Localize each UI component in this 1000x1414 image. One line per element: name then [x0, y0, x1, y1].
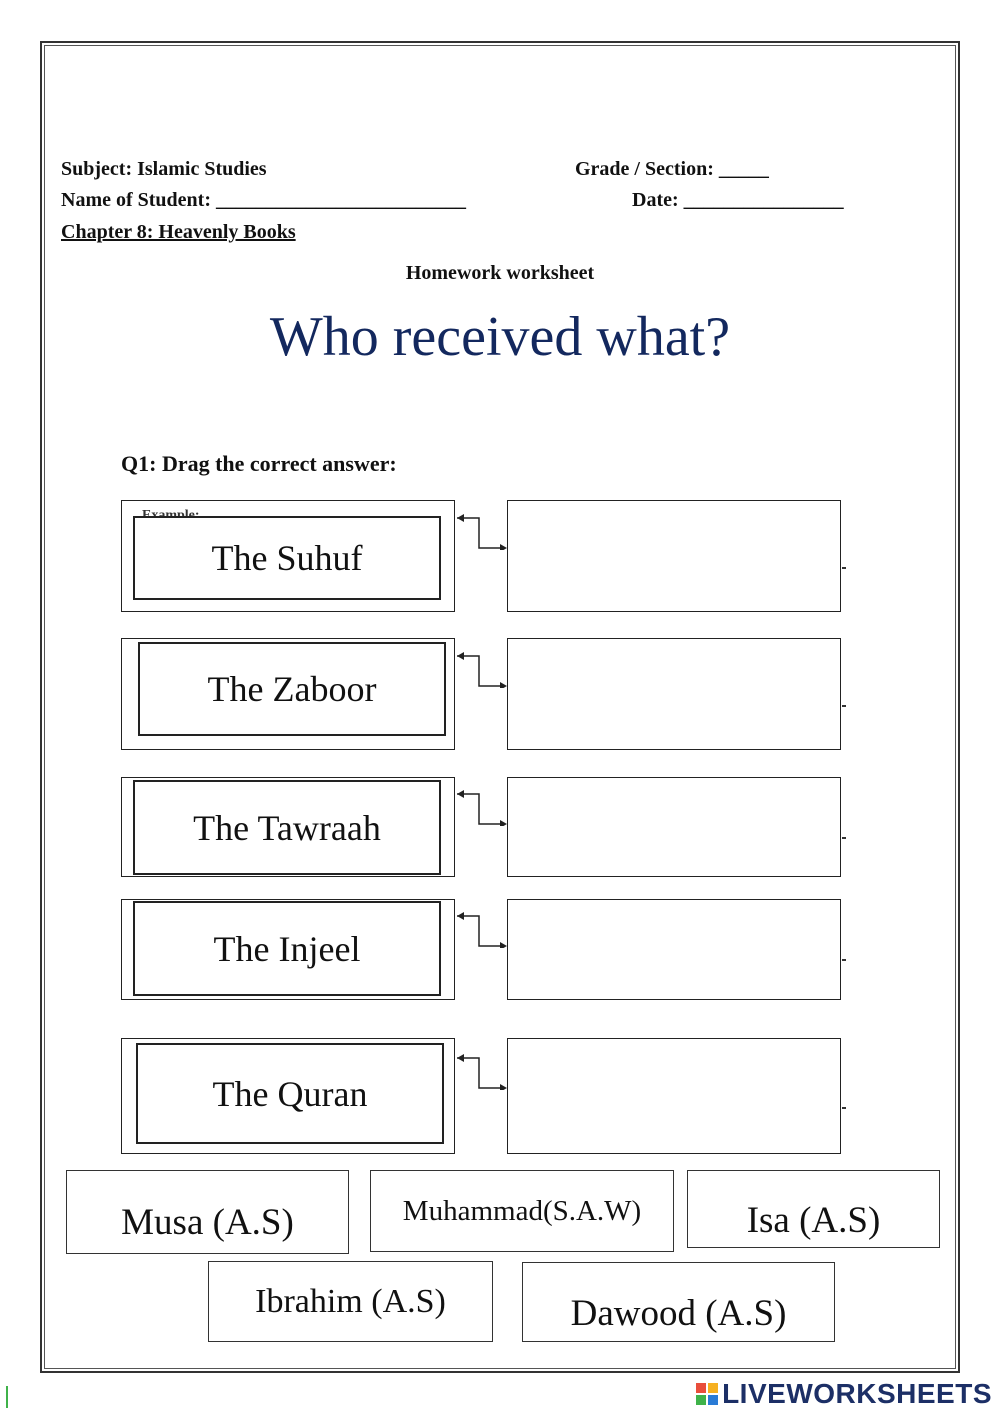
grade-section-label: Grade / Section: _____ [575, 158, 769, 180]
answer-isa[interactable]: Isa (A.S) [687, 1170, 940, 1248]
logo-tile [708, 1383, 718, 1393]
page-title: Who received what? [269, 306, 731, 368]
answer-ibrahim[interactable]: Ibrahim (A.S) [208, 1261, 493, 1342]
drop-zone-quran[interactable] [507, 1038, 841, 1154]
connector-arrow-icon [455, 786, 509, 826]
drop-zone-marker [842, 705, 846, 707]
book-label-suhuf: The Suhuf [133, 516, 441, 600]
book-label-tawraah: The Tawraah [133, 780, 441, 875]
worksheet-type: Homework worksheet [405, 262, 595, 284]
question-label: Q1: Drag the correct answer: [121, 451, 397, 476]
drop-zone-suhuf[interactable] [507, 500, 841, 612]
drop-zone-marker [842, 1107, 846, 1109]
brand-name: LIVEWORKSHEETS [722, 1378, 992, 1409]
drop-zone-injeel[interactable] [507, 899, 841, 1000]
subject-label: Subject: Islamic Studies [61, 158, 267, 180]
connector-arrow-icon [455, 908, 509, 948]
side-marker [6, 1386, 8, 1408]
book-label-injeel: The Injeel [133, 901, 441, 996]
drop-zone-marker [842, 567, 846, 569]
liveworksheets-logo [696, 1378, 992, 1410]
connector-arrow-icon [455, 1050, 509, 1090]
answer-muhammad[interactable]: Muhammad(S.A.W) [370, 1170, 674, 1252]
drop-zone-zaboor[interactable] [507, 638, 841, 750]
drop-zone-marker [842, 837, 846, 839]
answer-dawood[interactable]: Dawood (A.S) [522, 1262, 835, 1342]
logo-tile [696, 1395, 706, 1405]
book-label-zaboor: The Zaboor [138, 642, 446, 736]
answer-musa[interactable]: Musa (A.S) [66, 1170, 349, 1254]
book-label-quran: The Quran [136, 1043, 444, 1144]
chapter-title: Chapter 8: Heavenly Books [61, 221, 296, 243]
logo-tile [696, 1383, 706, 1393]
student-name-label: Name of Student: _________________________ [61, 189, 466, 211]
connector-arrow-icon [455, 648, 509, 688]
drop-zone-tawraah[interactable] [507, 777, 841, 877]
drop-zone-marker [842, 959, 846, 961]
date-label: Date: ________________ [632, 189, 844, 211]
logo-tile [708, 1395, 718, 1405]
connector-arrow-icon [455, 510, 509, 550]
liveworksheets-logo-icon [696, 1383, 718, 1405]
